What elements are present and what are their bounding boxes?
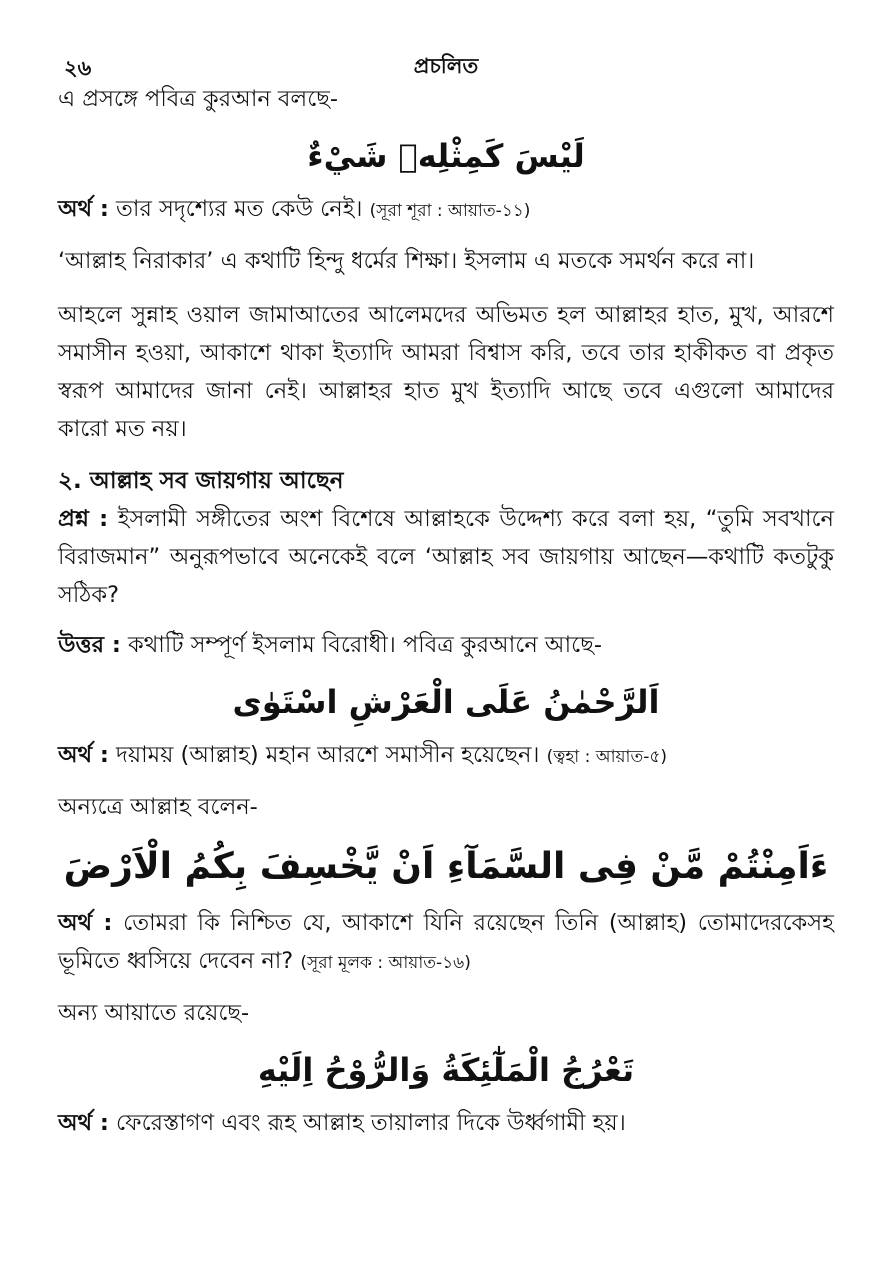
arabic-verse-3: ءَاَمِنْتُمْ مَّنْ فِى السَّمَآءِ اَنْ يَّخْسِفَ بِكُمُ الْاَرْضَ [63, 846, 829, 887]
lead-line-4: অন্য আয়াতে রয়েছে- [58, 1000, 250, 1026]
verse-1-meaning [58, 190, 834, 230]
arabic-verse-4: تَعْرُجُ الْمَلٰٓئِكَةُ وَالرُّوْحُ اِلَيْهِ [257, 1051, 635, 1089]
verse-2-meaning [58, 736, 834, 776]
question-text: ইসলামী সঙ্গীতের অংশ বিশেষে আল্লাহকে উদ্দেশ্য করে বলা হয়, “তুমি সবখানে বিরাজমান” অনুরূপভাবে অনেকেই বলে ‘আল্লাহ সব জায়গায় আছেন—কথাটি কতটুকু সঠিক? [58, 506, 834, 608]
meaning-label: অর্থ : [58, 910, 113, 936]
verse-citation: (ত্বহা : আয়াত-৫) [546, 747, 668, 767]
question-label: প্রশ্ন : [58, 506, 109, 532]
answer-paragraph [58, 626, 834, 664]
meaning-label: অর্থ : [58, 742, 109, 768]
arabic-verse-1: لَيْسَ كَمِثْلِهٖ شَيْءٌ [307, 137, 585, 175]
book-page [58, 36, 834, 1142]
meaning-text: ফেরেস্তাগণ এবং রূহ আল্লাহ তায়ালার দিকে উর্ধ্বগামী হয়। [116, 1110, 626, 1136]
verse-3-meaning [58, 904, 834, 982]
meaning-text: দয়াময় (আল্লাহ) মহান আরশে সমাসীন হয়েছেন। [116, 742, 540, 768]
meaning-text: তোমরা কি নিশ্চিত যে, আকাশে যিনি রয়েছেন তিনি (আল্লাহ) তোমাদেরকেসহ ভূমিতে ধ্বসিয়ে দেবেন না? [58, 910, 834, 974]
meaning-label: অর্থ : [58, 196, 109, 222]
paragraph-1: ‘আল্লাহ নিরাকার’ এ কথাটি হিন্দু ধর্মের শিক্ষা। ইসলাম এ মতকে সমর্থন করে না। [58, 248, 755, 274]
running-title: প্রচলিত [413, 54, 479, 78]
answer-label: উত্তর : [58, 632, 121, 658]
intro-line: এ প্রসঙ্গে পবিত্র কুরআন বলছে- [58, 86, 338, 112]
page-header [58, 36, 834, 80]
verse-citation: (সূরা শূরা : আয়াত-১১) [369, 201, 531, 221]
verse-citation: (সূরা মূলক : আয়াত-১৬) [300, 953, 471, 973]
section-heading: ২. আল্লাহ সব জায়গায় আছেন [58, 468, 344, 494]
arabic-verse-2: اَلرَّحْمٰنُ عَلَى الْعَرْشِ اسْتَوٰى [232, 683, 660, 721]
meaning-label: অর্থ : [58, 1110, 109, 1136]
question-paragraph [58, 500, 834, 614]
lead-line-3: অন্যত্রে আল্লাহ বলেন- [58, 794, 258, 820]
meaning-text: তার সদৃশ্যের মত কেউ নেই। [116, 196, 363, 222]
paragraph-2: আহলে সুন্নাহ ওয়াল জামাআতের আলেমদের অভিমত হল আল্লাহর হাত, মুখ, আরশে সমাসীন হওয়া, আকাশে থাকা ইত্যাদি আমরা বিশ্বাস করি, তবে তার হাকীকত বা প্রকৃত স্বরূপ আমাদের জানা নেই। আল্লাহর হাত মুখ ইত্যাদি আছে তবে এগুলো আমাদের কারো মত নয়। [58, 302, 834, 442]
answer-text: কথাটি সম্পূর্ণ ইসলাম বিরোধী। পবিত্র কুরআনে আছে- [127, 632, 602, 658]
verse-4-meaning [58, 1104, 834, 1142]
page-number: ২৬ [64, 56, 92, 80]
